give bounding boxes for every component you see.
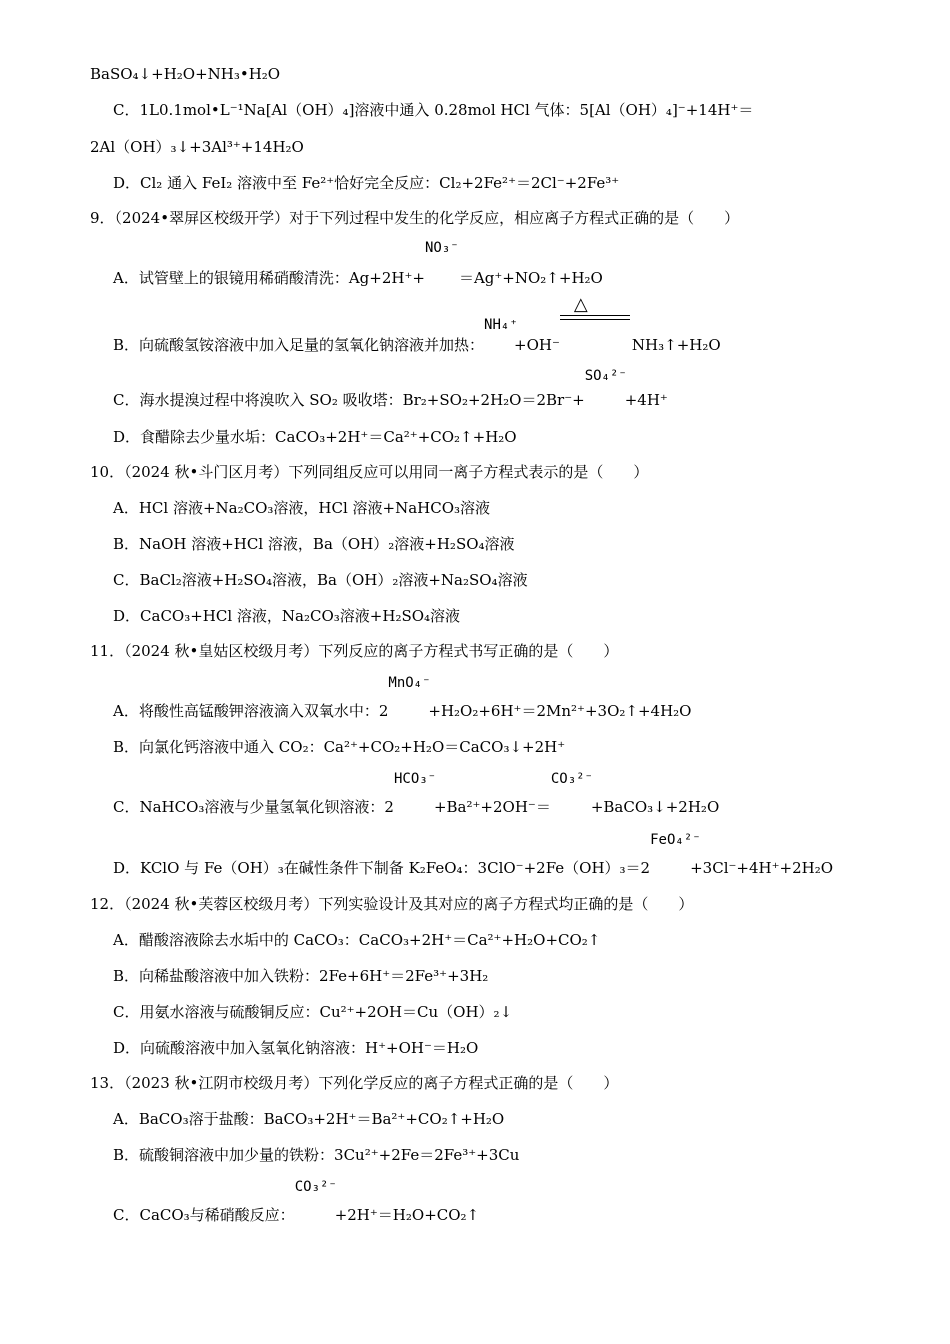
formula-text: NH₄⁺ [484,317,518,333]
question-9-option-d: D．食醋除去少量水垢：CaCO₃+2H⁺＝Ca²⁺+CO₂↑+H₂O [113,428,517,446]
question-11-option-c [113,771,720,816]
formula-text: MnO₄⁻ [388,675,431,691]
formula-text: SO₄²⁻ [584,368,627,384]
text-segment: ＝Ag⁺+NO₂↑+H₂O [458,269,603,287]
question-9-option-c [113,368,668,409]
question-10-option-a: A．HCl 溶液+Na₂CO₃溶液，HCl 溶液+NaHCO₃溶液 [113,499,491,517]
formula-permanganate [388,675,431,716]
question-12-option-c: C．用氨水溶液与硫酸铜反应：Cu²⁺+2OH＝Cu（OH）₂↓ [113,1003,513,1021]
question-11-option-b: B．向氯化钙溶液中通入 CO₂：Ca²⁺+CO₂+H₂O＝CaCO₃↓+2H⁺ [113,738,566,756]
formula-text: CO₃²⁻ [294,1179,337,1195]
formula-text: CO₃²⁻ [550,771,593,787]
text-segment: C．NaHCO₃溶液与少量氢氧化钡溶液：2 [113,798,394,816]
question-13-option-a: A．BaCO₃溶于盐酸：BaCO₃+2H⁺＝Ba²⁺+CO₂↑+H₂O [113,1110,505,1128]
text-segment: D．KClO 与 Fe（OH）₃在碱性条件下制备 K₂FeO₄：3ClO⁻+2Fe（OH）₃＝2 [113,859,651,877]
formula-bicarbonate [393,771,437,812]
question-10-option-d: D．CaCO₃+HCl 溶液，Na₂CO₃溶液+H₂SO₄溶液 [113,607,461,625]
text-segment: A．将酸性高锰酸钾溶液滴入双氧水中：2 [113,702,389,720]
question-12-option-d: D．向硫酸溶液中加入氢氧化钠溶液：H⁺+OH⁻＝H₂O [113,1039,479,1057]
text-segment: +2H⁺＝H₂O+CO₂↑ [334,1206,480,1224]
option-c-line: C．1L0.1mol•L⁻¹Na[Al（OH）₄]溶液中通入 0.28mol HCl 气体：5[Al（OH）₄]⁻+14H⁺＝ [113,101,754,119]
triangle-icon: △ [573,294,588,315]
equals-bar-bottom [560,319,630,320]
formula-carbonate [550,771,593,812]
question-10-stem: 10．（2024 秋•斗门区月考）下列同组反应可以用同一离子方程式表示的是（ ） [90,463,649,481]
text-segment: +3Cl⁻+4H⁺+2H₂O [690,859,834,877]
question-11-option-d [113,832,834,877]
formula-ammonium [484,317,518,350]
question-13-option-b: B．硫酸铜溶液中加少量的铁粉：3Cu²⁺+2Fe＝2Fe³⁺+3Cu [113,1146,520,1164]
question-13-stem: 13．（2023 秋•江阴市校级月考）下列化学反应的离子方程式正确的是（ ） [90,1074,619,1092]
continued-equation-line: BaSO₄↓+H₂O+NH₃•H₂O [90,65,281,83]
question-10-option-b: B．NaOH 溶液+HCl 溶液，Ba（OH）₂溶液+H₂SO₄溶液 [113,535,515,553]
formula-ferrate [650,832,701,873]
question-10-option-c: C．BaCl₂溶液+H₂SO₄溶液，Ba（OH）₂溶液+Na₂SO₄溶液 [113,571,528,589]
formula-text: FeO₄²⁻ [650,832,701,848]
option-c-continued-line: 2Al（OH）₃↓+3Al³⁺+14H₂O [90,138,304,156]
question-12-stem: 12．（2024 秋•芙蓉区校级月考）下列实验设计及其对应的离子方程式均正确的是（ ） [90,895,694,913]
option-d-line: D．Cl₂ 通入 FeI₂ 溶液中至 Fe²⁺恰好完全反应：Cl₂+2Fe²⁺＝2Cl⁻+2Fe³⁺ [113,174,620,192]
question-12-option-b: B．向稀盐酸溶液中加入铁粉：2Fe+6H⁺＝2Fe³⁺+3H₂ [113,967,489,985]
text-segment: A．试管壁上的银镜用稀硝酸清洗：Ag+2H⁺+ [113,269,425,287]
text-segment: +Ba²⁺+2OH⁻＝ [433,798,551,816]
question-9-option-a [113,240,603,287]
text-segment: C．CaCO₃与稀硝酸反应： [113,1206,295,1224]
text-segment: +4H⁺ [624,391,668,409]
text-segment: +H₂O₂+6H⁺＝2Mn²⁺+3O₂↑+4H₂O [428,702,692,720]
formula-nitrate [424,240,459,283]
text-segment: +OH⁻ [514,336,560,354]
text-segment: C．海水提溴过程中将溴吹入 SO₂ 吸收塔：Br₂+SO₂+2H₂O＝2Br⁻+ [113,391,585,409]
equals-bar-top [560,315,630,316]
question-11-option-a [113,675,692,720]
formula-carbonate [294,1179,337,1220]
question-11-stem: 11．（2024 秋•皇姑区校级月考）下列反应的离子方程式书写正确的是（ ） [90,642,619,660]
text-segment: NH₃↑+H₂O [631,336,721,354]
formula-sulfate [584,368,627,405]
question-9-option-b [113,294,721,354]
question-12-option-a: A．醋酸溶液除去水垢中的 CaCO₃：CaCO₃+2H⁺＝Ca²⁺+H₂O+CO₂↑ [113,931,601,949]
heating-condition-arrow [560,294,632,350]
text-segment: +BaCO₃↓+2H₂O [590,798,720,816]
formula-text: HCO₃⁻ [393,771,437,787]
question-9-stem: 9．（2024•翠屏区校级开学）对于下列过程中发生的化学反应，相应离子方程式正确的是（ ） [90,209,740,227]
formula-text: NO₃⁻ [424,240,459,256]
text-segment: B．向硫酸氢铵溶液中加入足量的氢氧化钠溶液并加热： [113,336,485,354]
question-13-option-c [113,1179,480,1224]
